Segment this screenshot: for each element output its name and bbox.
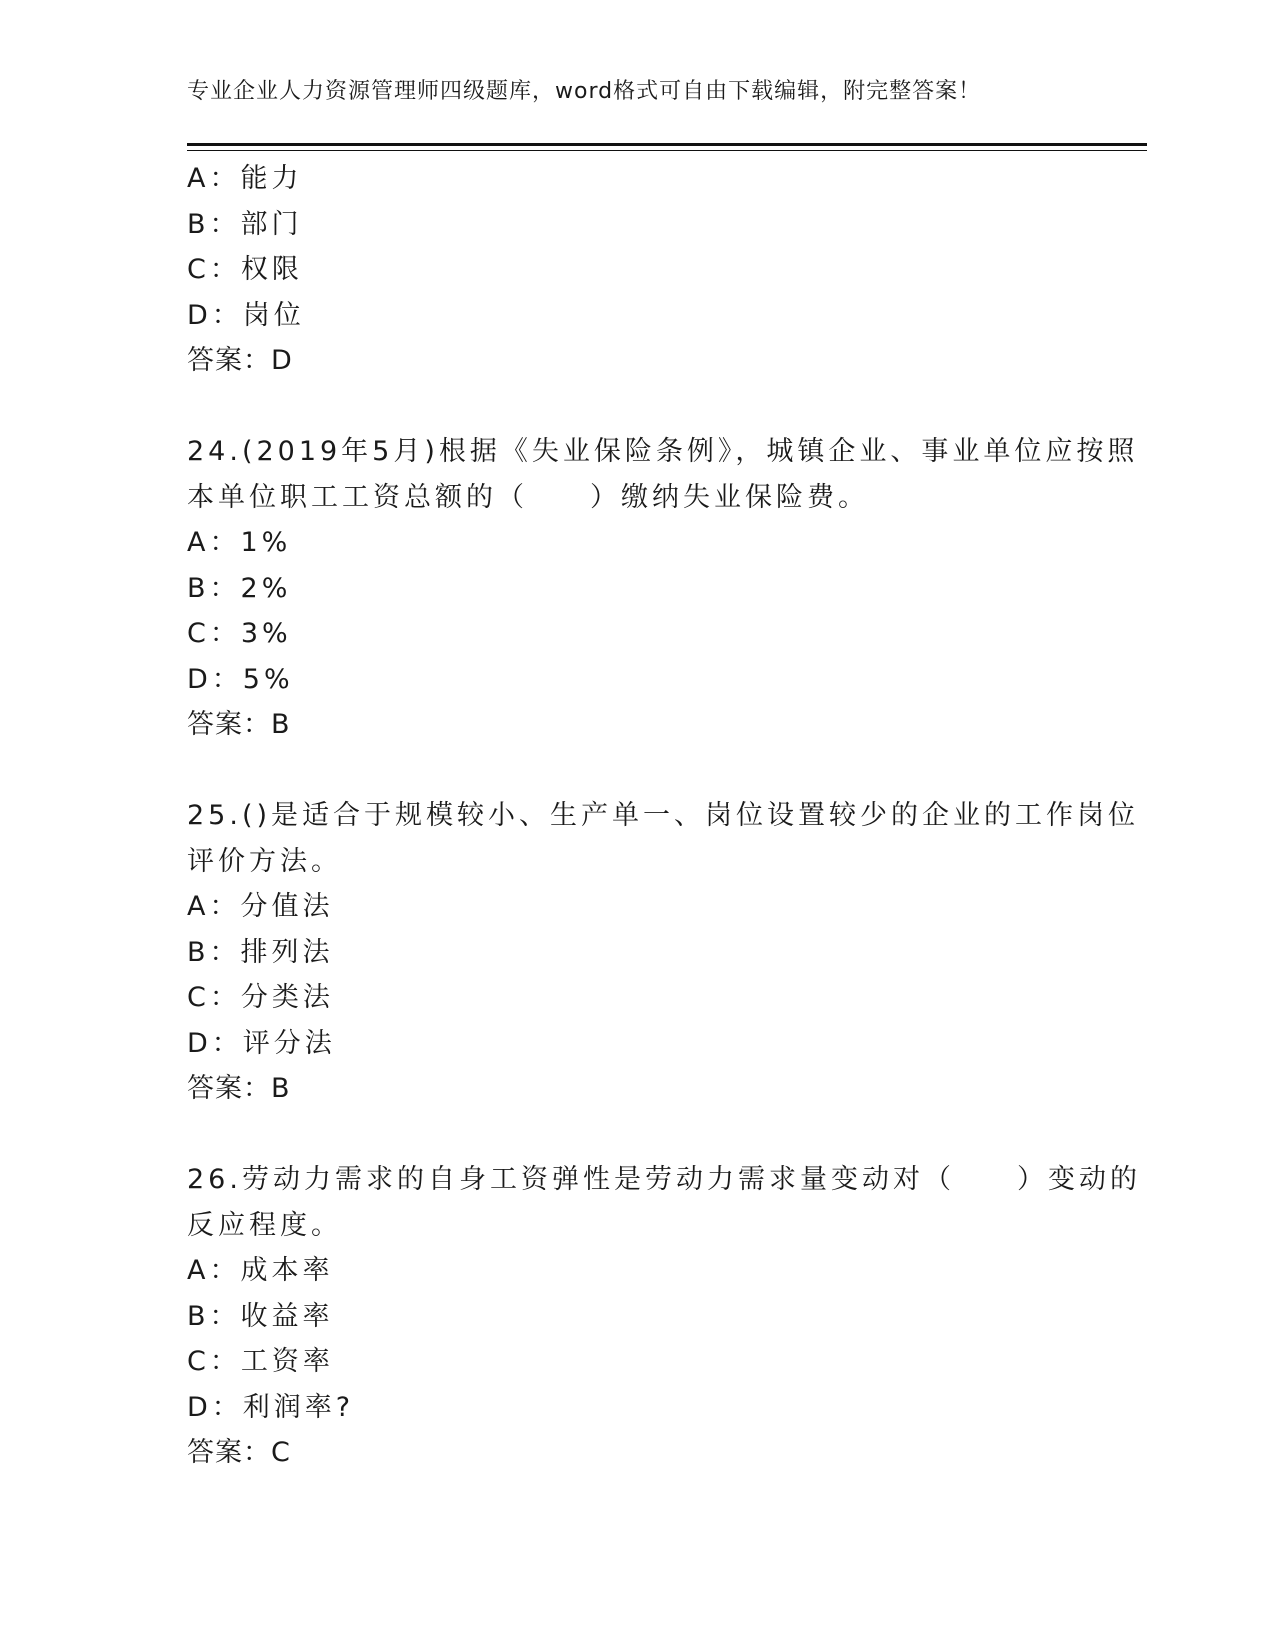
question-26 xyxy=(187,1157,1147,1476)
question-24 xyxy=(187,429,1147,748)
question-text: 24.(2019年5月)根据《失业保险条例》，城镇企业、事业单位应按照 xyxy=(187,436,1139,467)
option-b: B：部门 xyxy=(187,208,303,240)
page-header: 专业企业人力资源管理师四级题库，word格式可自由下载编辑，附完整答案！ xyxy=(187,79,982,104)
answer: 答案：C xyxy=(187,1437,291,1468)
option-a: A：分值法 xyxy=(187,891,334,922)
option-c: C：权限 xyxy=(187,254,303,285)
question-text: 本单位职工工资总额的（ ）缴纳失业保险费。 xyxy=(187,481,869,513)
question-text: 26.劳动力需求的自身工资弹性是劳动力需求量变动对（ ）变动的 xyxy=(187,1164,1141,1195)
option-d: D：5% xyxy=(187,663,294,695)
option-a: A：能力 xyxy=(187,163,303,194)
header-rule-thin xyxy=(187,150,1147,151)
option-b: B：排列法 xyxy=(187,936,334,968)
question-25 xyxy=(187,793,1147,1112)
question-text: 评价方法。 xyxy=(187,845,342,877)
option-d: D：利润率? xyxy=(187,1391,355,1423)
spacer xyxy=(187,384,1147,430)
answer: 答案：B xyxy=(187,1073,291,1104)
question-list xyxy=(187,156,1147,1476)
option-c: C：分类法 xyxy=(187,982,334,1013)
spacer xyxy=(187,748,1147,794)
header-rule-thick xyxy=(187,143,1147,146)
option-d: D：岗位 xyxy=(187,299,305,331)
question-text: 25.()是适合于规模较小、生产单一、岗位设置较少的企业的工作岗位 xyxy=(187,800,1140,831)
answer: 答案：D xyxy=(187,345,293,376)
option-a: A：1% xyxy=(187,527,292,558)
option-c: C：3% xyxy=(187,618,292,649)
option-c: C：工资率 xyxy=(187,1346,334,1377)
option-b: B：2% xyxy=(187,572,292,604)
question-23-tail xyxy=(187,156,1147,384)
option-d: D：评分法 xyxy=(187,1027,336,1059)
option-b: B：收益率 xyxy=(187,1300,334,1332)
question-text: 反应程度。 xyxy=(187,1209,342,1241)
answer: 答案：B xyxy=(187,709,291,740)
spacer xyxy=(187,1112,1147,1158)
option-a: A：成本率 xyxy=(187,1255,334,1286)
